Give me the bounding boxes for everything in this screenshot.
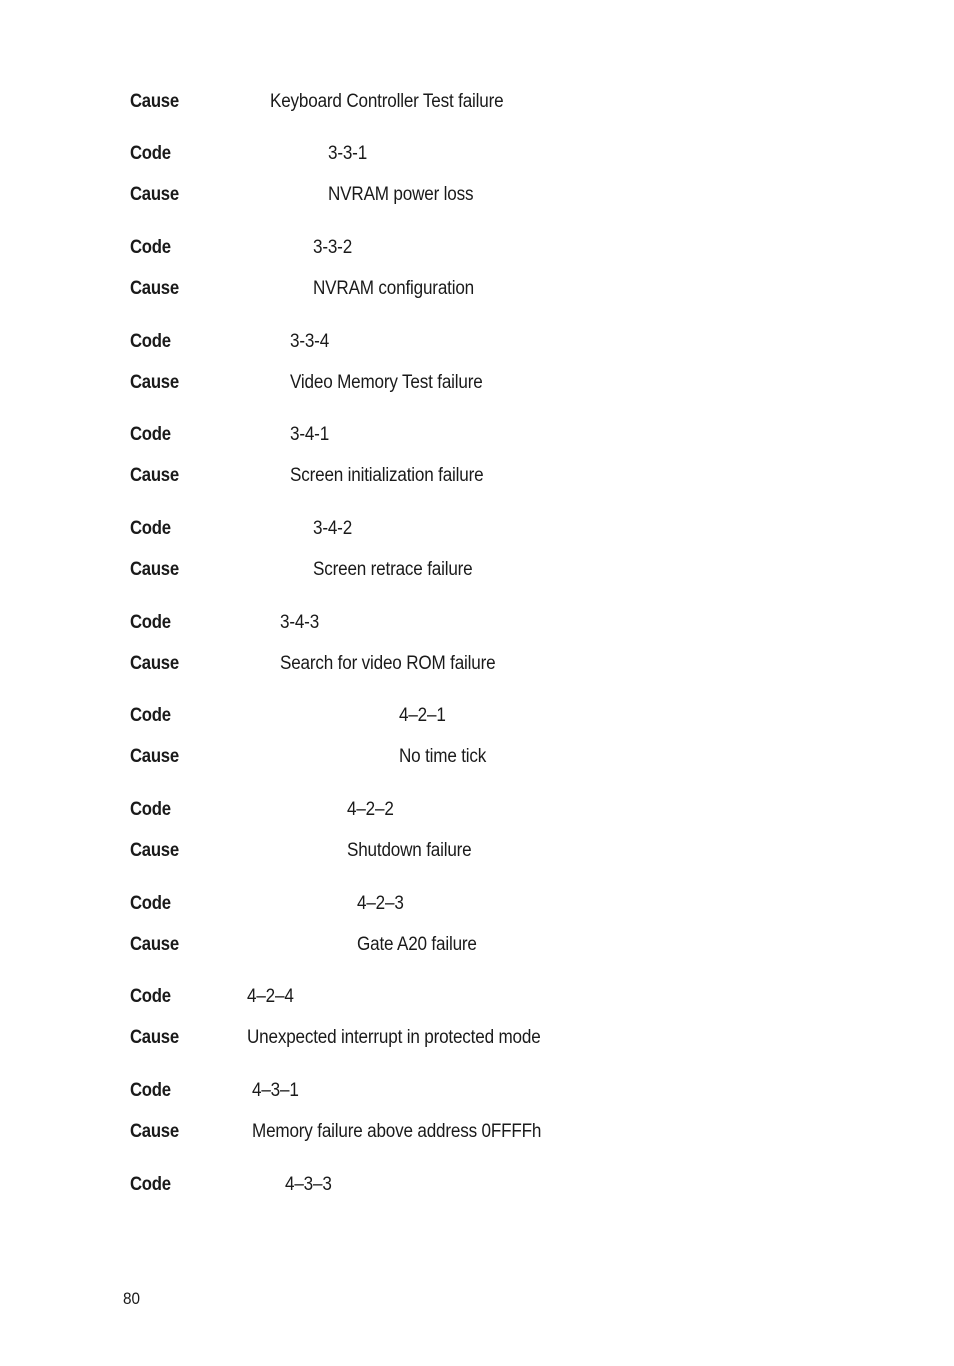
table-row — [130, 235, 830, 261]
table-row — [130, 1025, 830, 1051]
code-value: 3-3-4 — [290, 331, 330, 352]
table-row — [130, 516, 830, 542]
cause-value: Gate A20 failure — [357, 934, 477, 955]
cause-label: Cause — [130, 1027, 179, 1048]
cause-label: Cause — [130, 372, 179, 393]
cause-value: Search for video ROM failure — [280, 653, 496, 674]
cause-label: Cause — [130, 91, 179, 112]
table-row — [130, 703, 830, 729]
cause-value: Unexpected interrupt in protected mode — [247, 1027, 541, 1048]
table-row — [130, 1078, 830, 1104]
cause-value: NVRAM configuration — [313, 278, 475, 299]
code-value: 4–2–2 — [347, 799, 394, 820]
table-row — [130, 422, 830, 448]
cause-value: NVRAM power loss — [328, 184, 474, 205]
code-value: 3-4-3 — [280, 612, 320, 633]
cause-label: Cause — [130, 184, 179, 205]
table-row — [130, 557, 830, 583]
code-label: Code — [130, 799, 171, 820]
table-row — [130, 276, 830, 302]
table-row — [130, 329, 830, 355]
cause-label: Cause — [130, 1121, 179, 1142]
cause-value: Memory failure above address 0FFFFh — [252, 1121, 542, 1142]
code-label: Code — [130, 237, 171, 258]
code-label: Code — [130, 143, 171, 164]
code-value: 4–2–4 — [247, 986, 294, 1007]
table-row — [130, 1172, 830, 1198]
cause-label: Cause — [130, 840, 179, 861]
cause-value: Keyboard Controller Test failure — [270, 91, 504, 112]
code-value: 3-3-1 — [328, 143, 368, 164]
cause-value: Shutdown failure — [347, 840, 472, 861]
cause-value: No time tick — [399, 746, 487, 767]
code-label: Code — [130, 424, 171, 445]
code-value: 3-3-2 — [313, 237, 353, 258]
table-row — [130, 141, 830, 167]
table-row — [130, 89, 830, 115]
table-row — [130, 984, 830, 1010]
code-value: 4–3–3 — [285, 1174, 332, 1195]
code-label: Code — [130, 1174, 171, 1195]
cause-value: Screen initialization failure — [290, 465, 484, 486]
code-label: Code — [130, 518, 171, 539]
table-row — [130, 744, 830, 770]
table-row — [130, 891, 830, 917]
table-row — [130, 1119, 830, 1145]
code-label: Code — [130, 986, 171, 1007]
table-row — [130, 932, 830, 958]
code-label: Code — [130, 893, 171, 914]
cause-label: Cause — [130, 653, 179, 674]
table-row — [130, 651, 830, 677]
code-value: 4–2–3 — [357, 893, 404, 914]
page-number: 80 — [123, 1289, 141, 1308]
code-value: 4–2–1 — [399, 705, 446, 726]
cause-value: Screen retrace failure — [313, 559, 473, 580]
code-label: Code — [130, 705, 171, 726]
cause-label: Cause — [130, 746, 179, 767]
code-label: Code — [130, 612, 171, 633]
table-row — [130, 838, 830, 864]
code-label: Code — [130, 331, 171, 352]
table-row — [130, 610, 830, 636]
cause-label: Cause — [130, 934, 179, 955]
table-row — [130, 797, 830, 823]
code-value: 3-4-2 — [313, 518, 353, 539]
cause-label: Cause — [130, 465, 179, 486]
code-value: 4–3–1 — [252, 1080, 299, 1101]
code-value: 3-4-1 — [290, 424, 330, 445]
table-row — [130, 370, 830, 396]
code-label: Code — [130, 1080, 171, 1101]
table-row — [130, 463, 830, 489]
cause-label: Cause — [130, 559, 179, 580]
cause-label: Cause — [130, 278, 179, 299]
table-row — [130, 182, 830, 208]
cause-value: Video Memory Test failure — [290, 372, 483, 393]
